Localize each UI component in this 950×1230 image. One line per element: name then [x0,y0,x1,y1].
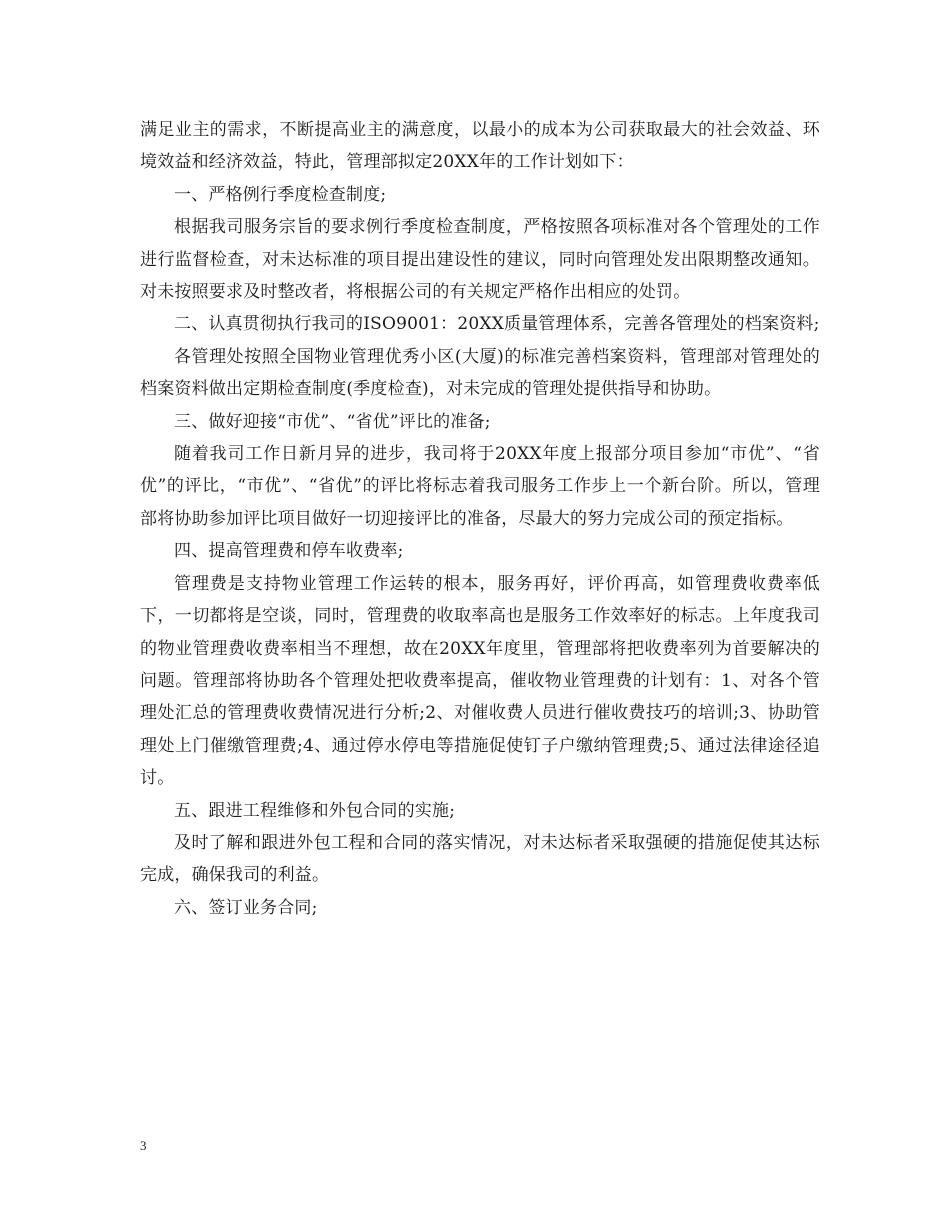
section-heading: 一、严格例行季度检查制度; [174,184,387,205]
section-heading: 三、做好迎接“市优”、“省优”评比的准备; [174,411,491,432]
section-heading: 二、认真贯彻执行我司的ISO9001：20XX质量管理体系，完善各管理处的档案资料; [174,314,820,335]
paragraph: 满足业主的需求，不断提高业主的满意度，以最小的成本为公司获取最大的社会效益、环境效益和经济效益，特此，管理部拟定20XX年的工作计划如下： [140,120,820,173]
section-heading: 四、提高管理费和停车收费率; [174,541,404,562]
paragraph: 各管理处按照全国物业管理优秀小区(大厦)的标准完善档案资料，管理部对管理处的档案资料做出定期检查制度(季度检查)，对未完成的管理处提供指导和协助。 [140,346,820,400]
section-heading: 五、跟进工程维修和外包合同的实施; [174,800,456,821]
paragraph: 根据我司服务宗旨的要求例行季度检查制度，严格按照各项标准对各个管理处的工作进行监督检查，对未达标准的项目提出建设性的建议，同时向管理处发出限期整改通知。对未按照要求及时整改者，将根据公司的有关规定严格作出相应的处罚。 [140,217,820,303]
paragraph: 管理费是支持物业管理工作运转的根本，服务再好，评价再高，如管理费收费率低下，一切都将是空谈，同时，管理费的收取率高也是服务工作效率好的标志。上年度我司的物业管理费收费率相当不理想，故在20XX年度里，管理部将把收费率列为首要解决的问题。管理部将协助各个管理处把收费率提高，催收物业管理费的计划有：1、对各个管理处汇总的管理费收费情况进行分析;2、对催收费人员进行催收费技巧的培训;3、协助管理处上门催缴管理费;4、通过停水停电等措施促使钉子户缴纳管理费;5、通过法律途径追讨。 [140,573,820,789]
paragraph: 随着我司工作日新月异的进步，我司将于20XX年度上报部分项目参加“市优”、“省优”的评比，“市优”、“省优”的评比将标志着我司服务工作步上一个新台阶。所以，管理部将协助参加评比项目做好一切迎接评比的准备，尽最大的努力完成公司的预定指标。 [140,444,820,529]
document-body [140,114,820,924]
page-number: 3 [140,1138,147,1153]
paragraph: 及时了解和跟进外包工程和合同的落实情况，对未达标者采取强硬的措施促使其达标完成，确保我司的利益。 [140,832,820,886]
section-heading: 六、签订业务合同; [174,897,318,918]
